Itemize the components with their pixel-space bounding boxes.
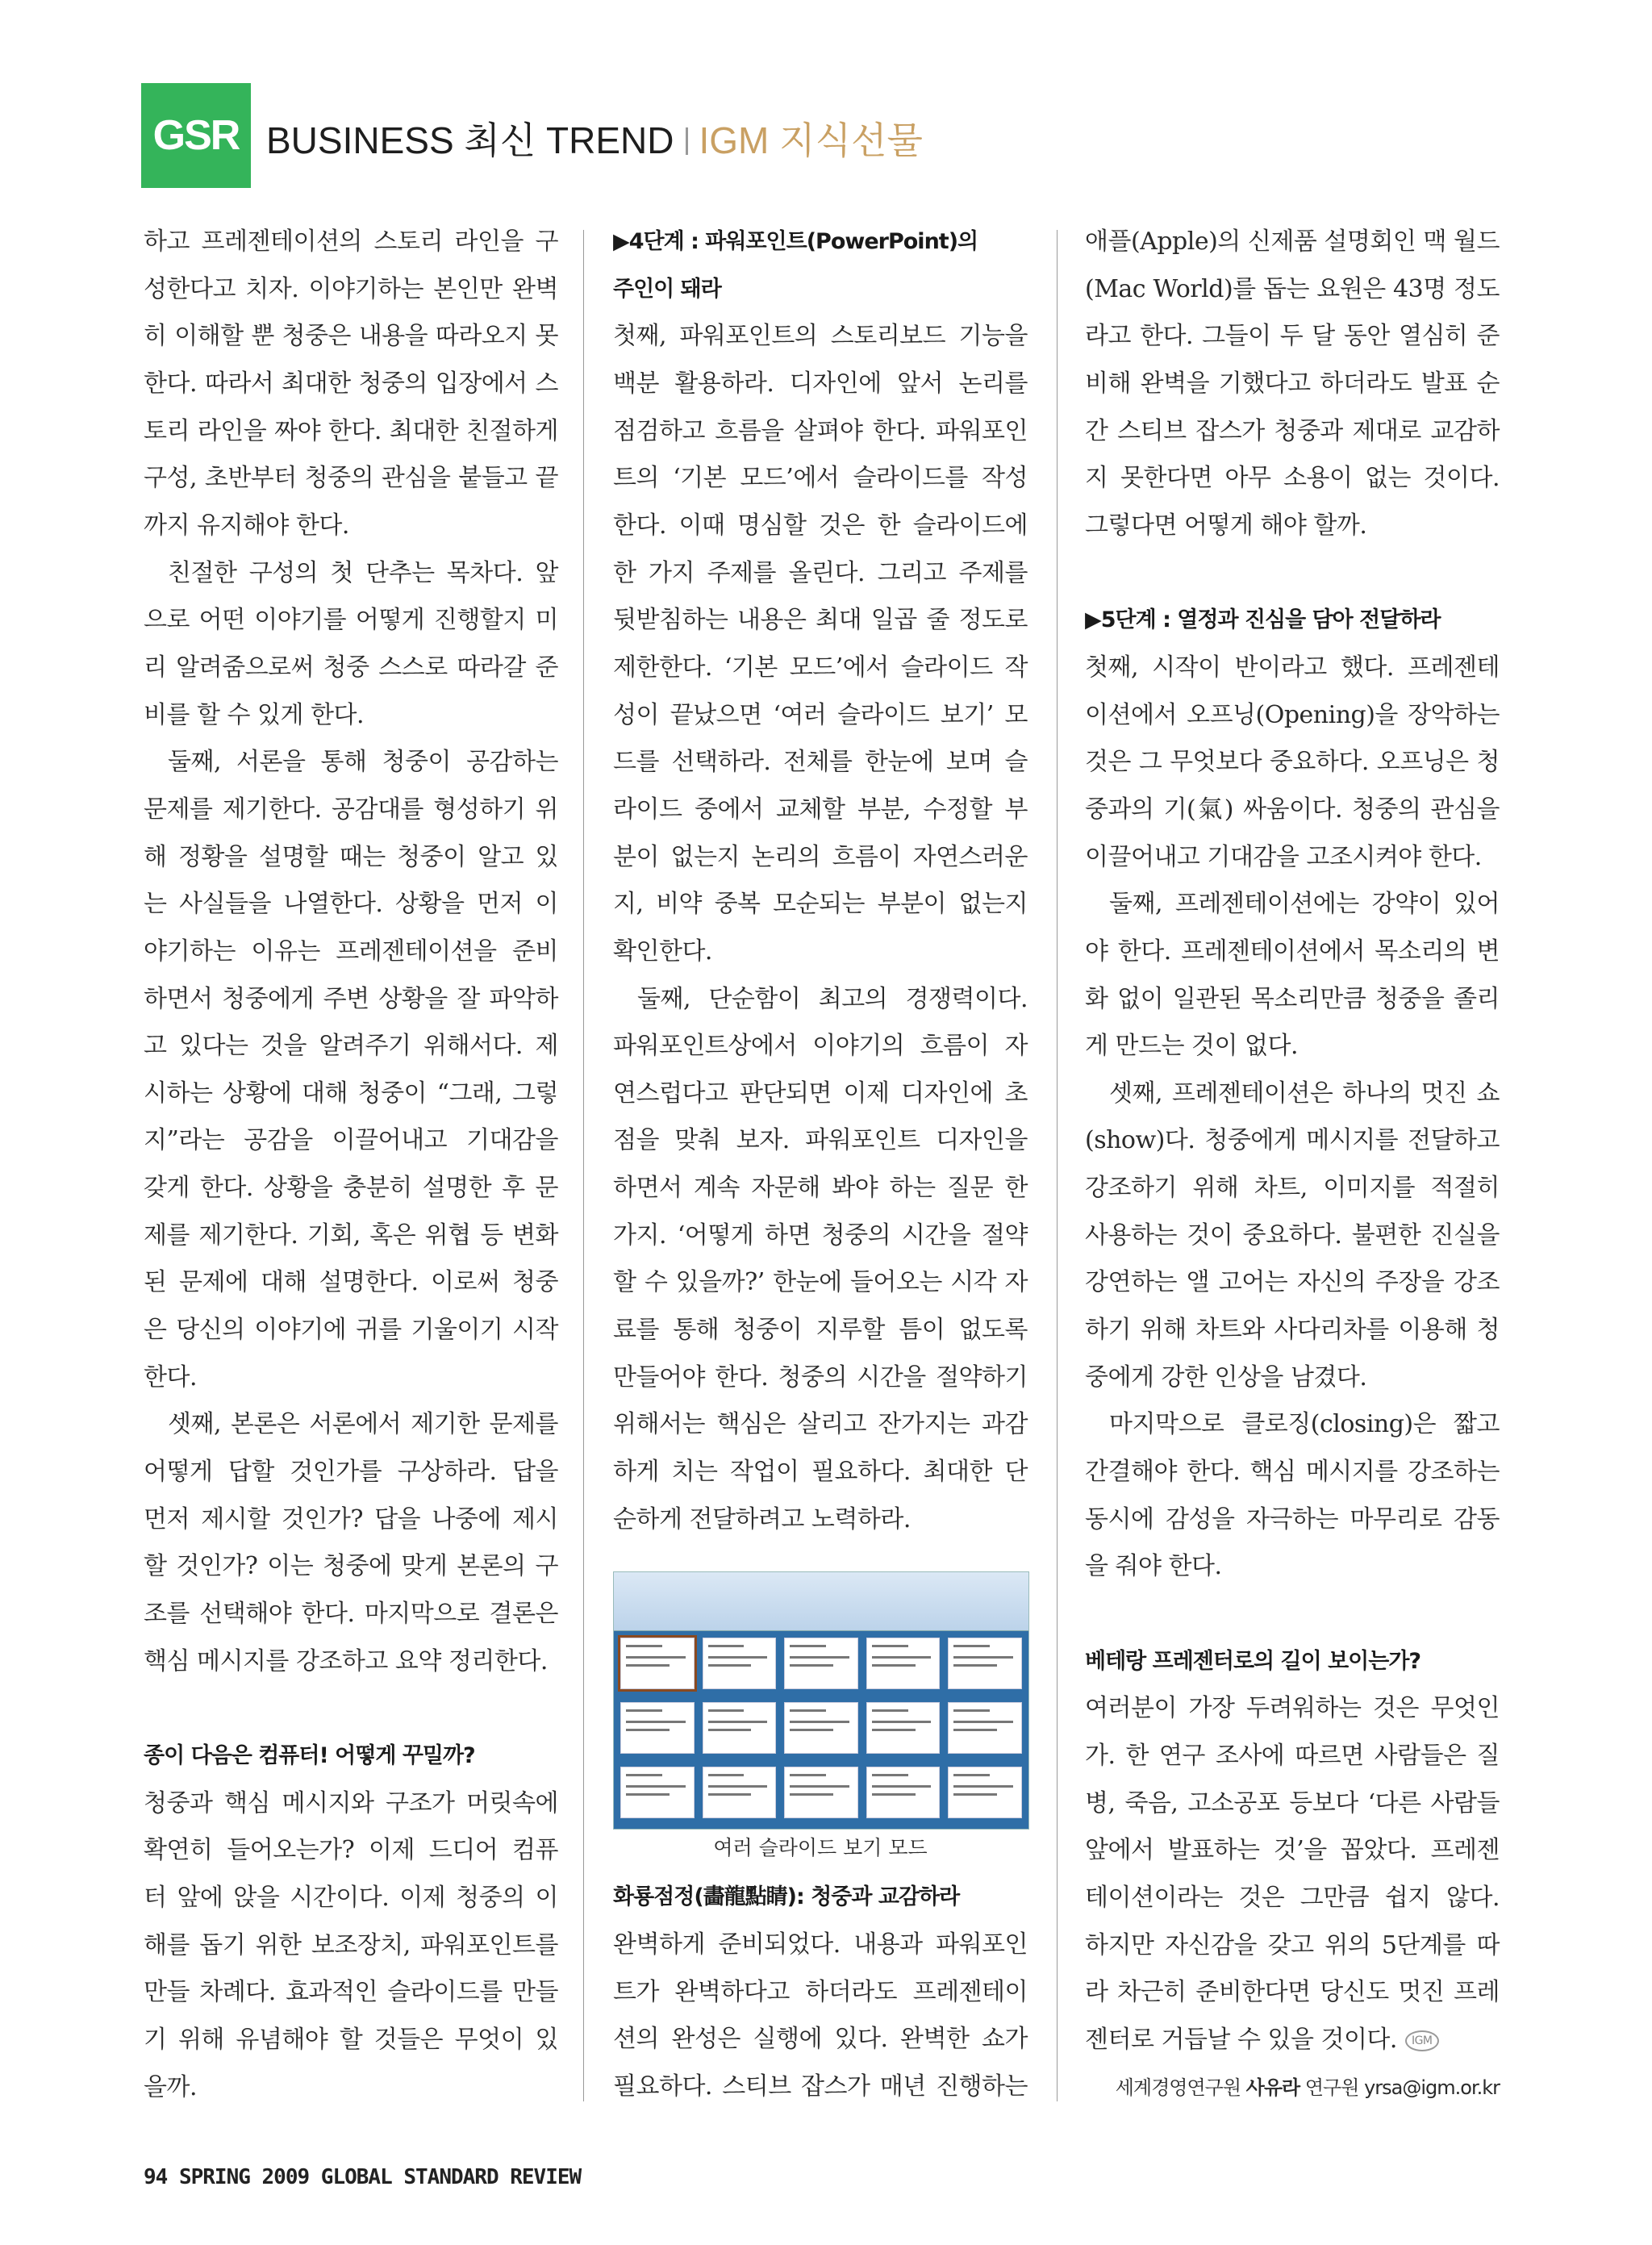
text-line: 된 문제에 대해 설명한다. 이로써 청중 bbox=[144, 1268, 558, 1297]
text-line: 라고 한다. 그들이 두 달 동안 열심히 준 bbox=[1085, 322, 1500, 351]
igm-logo-icon: IGM bbox=[1405, 2030, 1439, 2051]
text-line: 션의 완성은 실행에 있다. 완벽한 쇼가 bbox=[613, 2025, 1028, 2054]
slide-thumbnail bbox=[866, 1638, 941, 1689]
text-line: 확연히 들어오는가? 이제 드디어 컴퓨 bbox=[144, 1836, 558, 1865]
text-line: 게 만드는 것이 없다. bbox=[1085, 1032, 1298, 1061]
text-line: 트의 ‘기본 모드’에서 슬라이드를 작성 bbox=[613, 464, 1028, 493]
text-line: 하기 위해 차트와 사다리차를 이용해 청 bbox=[1085, 1316, 1500, 1345]
ppt-ribbon bbox=[614, 1572, 1028, 1631]
text-line: 이션에서 오프닝(Opening)을 장악하는 bbox=[1085, 700, 1500, 729]
text-line: 까지 유지해야 한다. bbox=[144, 511, 349, 540]
text-line: 을 줘야 한다. bbox=[1085, 1552, 1222, 1581]
text-line: 가. 한 연구 조사에 따르면 사람들은 질 bbox=[1085, 1742, 1500, 1770]
text-line: 셋째, 프레젠테이션은 하나의 멋진 쇼 bbox=[1109, 1079, 1500, 1108]
text-line: 기 위해 유념해야 할 것들은 무엇이 있 bbox=[144, 2025, 558, 2054]
text-line: 드를 선택하라. 전체를 한눈에 보며 슬 bbox=[613, 748, 1028, 777]
text-line: 하면서 청중에게 주변 상황을 잘 파악하 bbox=[144, 984, 558, 1013]
text-line: 지 못한다면 아무 소용이 없는 것이다. bbox=[1085, 464, 1500, 493]
text-line: 지”라는 공감을 이끌어내고 기대감을 bbox=[144, 1126, 558, 1155]
text-line: 중에게 강한 인상을 남겼다. bbox=[1085, 1362, 1367, 1392]
text-line bbox=[1085, 2017, 1500, 2064]
author-byline bbox=[1085, 2064, 1500, 2112]
slide-thumbnail bbox=[620, 1638, 695, 1689]
text-line: 제를 제기한다. 기회, 혹은 위협 등 변화 bbox=[144, 1221, 558, 1250]
slide-thumbnail bbox=[620, 1767, 695, 1818]
text-line: 터 앞에 앉을 시간이다. 이제 청중의 이 bbox=[144, 1883, 558, 1912]
text-line: 청중과 핵심 메시지와 구조가 머릿속에 bbox=[144, 1788, 558, 1817]
text-line: 중과의 기(氣) 싸움이다. 청중의 관심을 bbox=[1085, 795, 1500, 824]
text-line: 한 가지 주제를 올린다. 그리고 주제를 bbox=[613, 558, 1028, 587]
text-line: 만들 차례다. 효과적인 슬라이드를 만들 bbox=[144, 1978, 558, 2007]
text-line: 둘째, 프레젠테이션에는 강약이 있어 bbox=[1109, 890, 1500, 919]
article-column-2 bbox=[613, 219, 1028, 2111]
text-line: (Mac World)를 돕는 요원은 43명 정도 bbox=[1085, 274, 1500, 303]
section-subtitle: IGM 지식선물 bbox=[699, 119, 923, 161]
text-line: 야 한다. 프레젠테이션에서 목소리의 변 bbox=[1085, 937, 1500, 966]
text-line: 성이 끝났으면 ‘여러 슬라이드 보기’ 모 bbox=[613, 700, 1028, 729]
text-line: 점을 맞춰 보자. 파워포인트 디자인을 bbox=[613, 1126, 1028, 1155]
header-divider bbox=[686, 127, 688, 155]
text-line: 뒷받침하는 내용은 최대 일곱 줄 정도로 bbox=[613, 606, 1028, 635]
text-line: 료를 통해 청중이 지루할 틈이 없도록 bbox=[613, 1316, 1028, 1345]
text-line: 토리 라인을 짜야 한다. 최대한 친절하게 bbox=[144, 416, 558, 445]
text-line: 동시에 감성을 자극하는 마무리로 감동 bbox=[1085, 1504, 1500, 1534]
text-line: 분이 없는지 논리의 흐름이 자연스러운 bbox=[613, 842, 1028, 871]
text-line: 둘째, 서론을 통해 청중이 공감하는 bbox=[168, 748, 558, 777]
column-divider bbox=[1057, 230, 1058, 2101]
text-line: 것은 그 무엇보다 중요하다. 오프닝은 청 bbox=[1085, 748, 1500, 777]
text-line: 히 이해할 뿐 청중은 내용을 따라오지 못 bbox=[144, 322, 558, 351]
text-line: 둘째, 단순함이 최고의 경쟁력이다. bbox=[637, 984, 1028, 1013]
text-line: 병, 죽음, 고소공포 등보다 ‘다른 사람들 bbox=[1085, 1788, 1500, 1817]
text-line: 애플(Apple)의 신제품 설명회인 맥 월드 bbox=[1085, 227, 1500, 256]
text-line: 하면서 계속 자문해 봐야 하는 질문 한 bbox=[613, 1174, 1028, 1203]
text-line: 문제를 제기한다. 공감대를 형성하기 위 bbox=[144, 795, 558, 824]
text-line: 만들어야 한다. 청중의 시간을 절약하기 bbox=[613, 1362, 1028, 1392]
section-heading: 종이 다음은 컴퓨터! 어떻게 꾸밀까? bbox=[144, 1743, 475, 1768]
text-line: 사용하는 것이 중요하다. 불편한 진실을 bbox=[1085, 1221, 1500, 1250]
column-divider bbox=[583, 230, 584, 2101]
text-line: 하게 치는 작업이 필요하다. 최대한 단 bbox=[613, 1458, 1028, 1487]
text-line: 연스럽다고 판단되면 이제 디자인에 초 bbox=[613, 1079, 1028, 1108]
text-line: 테이션이라는 것은 그만큼 쉽지 않다. bbox=[1085, 1883, 1500, 1912]
text-line: 먼저 제시할 것인가? 답을 나중에 제시 bbox=[144, 1504, 558, 1534]
text-line: 마지막으로 클로징(closing)은 짧고 bbox=[1109, 1410, 1500, 1439]
text-line: 트가 완벽하다고 하더라도 프레젠테이 bbox=[613, 1977, 1028, 2006]
text-line: 간결해야 한다. 핵심 메시지를 강조하는 bbox=[1085, 1458, 1500, 1487]
figure-caption: 여러 슬라이드 보기 모드 bbox=[713, 1836, 928, 1860]
text-line: 화 없이 일관된 목소리만큼 청중을 졸리 bbox=[1085, 984, 1500, 1013]
text-line: 시하는 상황에 대해 청중이 “그래, 그렇 bbox=[144, 1079, 558, 1108]
text-line: 하고 프레젠테이션의 스토리 라인을 구 bbox=[144, 227, 558, 256]
slide-thumbnail bbox=[703, 1767, 777, 1818]
text-line bbox=[1085, 550, 1500, 598]
text-line: 고 있다는 것을 알려주기 위해서다. 제 bbox=[144, 1032, 558, 1061]
article-column-1 bbox=[144, 219, 558, 2111]
section-header bbox=[266, 111, 923, 165]
text-line: 조를 선택해야 한다. 마지막으로 결론은 bbox=[144, 1600, 558, 1629]
text-line: 위해서는 핵심은 살리고 잔가지는 과감 bbox=[613, 1410, 1028, 1439]
text-line: 점검하고 흐름을 살펴야 한다. 파워포인 bbox=[613, 416, 1028, 445]
text-line: 갖게 한다. 상황을 충분히 설명한 후 문 bbox=[144, 1174, 558, 1203]
powerpoint-screenshot-figure bbox=[613, 1543, 1028, 1874]
page-footer: 94 SPRING 2009 GLOBAL STANDARD REVIEW bbox=[144, 2165, 582, 2189]
text-line: 여러분이 가장 두려워하는 것은 무엇인 bbox=[1085, 1694, 1500, 1723]
text-line: 완벽하게 준비되었다. 내용과 파워포인 bbox=[613, 1930, 1028, 1959]
section-heading: ▶4단계 : 파워포인트(PowerPoint)의 bbox=[613, 229, 978, 254]
section-heading: 주인이 돼라 bbox=[613, 276, 721, 302]
article-column-3 bbox=[1085, 219, 1500, 2111]
text-line: 강연하는 앨 고어는 자신의 주장을 강조 bbox=[1085, 1268, 1500, 1297]
author-org: 세계경영연구원 bbox=[1115, 2076, 1241, 2099]
slide-thumbnail bbox=[784, 1767, 858, 1818]
text-line: 구성, 초반부터 청중의 관심을 붙들고 끝 bbox=[144, 464, 558, 493]
slide-thumbnail bbox=[703, 1702, 777, 1754]
text-line: 야기하는 이유는 프레젠테이션을 준비 bbox=[144, 937, 558, 966]
text-line: 순하게 전달하려고 노력하라. bbox=[613, 1504, 911, 1534]
text-line: 지, 비약 중복 모순되는 부분이 없는지 bbox=[613, 890, 1028, 919]
slide-thumbnail bbox=[620, 1702, 695, 1754]
text-line: 라 차근히 준비한다면 당신도 멋진 프레 bbox=[1085, 1978, 1500, 2007]
slide-thumbnail bbox=[866, 1702, 941, 1754]
text-line: 첫째, 파워포인트의 스토리보드 기능을 bbox=[613, 322, 1028, 351]
text-line: 한다. 이때 명심할 것은 한 슬라이드에 bbox=[613, 511, 1028, 540]
slide-thumbnail bbox=[948, 1638, 1022, 1689]
text-line: 할 것인가? 이는 청중에 맞게 본론의 구 bbox=[144, 1552, 558, 1581]
text-line: 핵심 메시지를 강조하고 요약 정리한다. bbox=[144, 1646, 548, 1675]
text-line: 한다. 따라서 최대한 청중의 입장에서 스 bbox=[144, 369, 558, 398]
text-line: 셋째, 본론은 서론에서 제기한 문제를 bbox=[168, 1410, 558, 1439]
section-heading: 베테랑 프레젠터로의 길이 보이는가? bbox=[1085, 1648, 1421, 1674]
section-heading: ▶5단계 : 열정과 진심을 담아 전달하라 bbox=[1085, 607, 1441, 633]
text-line: 한다. bbox=[144, 1362, 197, 1392]
text-line: 가지. ‘어떻게 하면 청중의 시간을 절약 bbox=[613, 1221, 1028, 1250]
text-line: 는 사실들을 나열한다. 상황을 먼저 이 bbox=[144, 890, 558, 919]
slide-thumbnail bbox=[703, 1638, 777, 1689]
text-line: 리 알려줌으로써 청중 스스로 따라갈 준 bbox=[144, 653, 558, 682]
text-line: 할 수 있을까?’ 한눈에 들어오는 시각 자 bbox=[613, 1268, 1028, 1297]
section-heading: 화룡점정(畵龍點睛): 청중과 교감하라 bbox=[613, 1884, 960, 1910]
text-line: 강조하기 위해 차트, 이미지를 적절히 bbox=[1085, 1174, 1500, 1203]
text-line: 어떻게 답할 것인가를 구상하라. 답을 bbox=[144, 1458, 558, 1487]
text-line: 그렇다면 어떻게 해야 할까. bbox=[1085, 511, 1367, 540]
section-title: BUSINESS 최신 TREND bbox=[266, 119, 674, 161]
text-line: 첫째, 시작이 반이라고 했다. 프레젠테 bbox=[1085, 653, 1500, 682]
text-line bbox=[1085, 1591, 1500, 1638]
slide-thumbnail bbox=[784, 1638, 858, 1689]
text-line: 비를 할 수 있게 한다. bbox=[144, 700, 365, 729]
slide-thumbnail bbox=[866, 1767, 941, 1818]
author-email: yrsa@igm.or.kr bbox=[1364, 2076, 1500, 2099]
slide-thumbnail bbox=[784, 1702, 858, 1754]
text-line: 은 당신의 이야기에 귀를 기울이기 시작 bbox=[144, 1316, 558, 1345]
text-line: 앞에서 발표하는 것’을 꼽았다. 프레젠 bbox=[1085, 1836, 1500, 1865]
text-line: 으로 어떤 이야기를 어떻게 진행할지 미 bbox=[144, 606, 558, 635]
text-line bbox=[144, 1685, 558, 1733]
text-line: 이끌어내고 기대감을 고조시켜야 한다. bbox=[1085, 842, 1482, 871]
slide-thumbnail bbox=[948, 1702, 1022, 1754]
text-line: 간 스티브 잡스가 청중과 제대로 교감하 bbox=[1085, 416, 1500, 445]
line-text: 젠터로 거듭날 수 있을 것이다. bbox=[1085, 2025, 1397, 2054]
slide-thumbnail bbox=[948, 1767, 1022, 1818]
text-line: 확인한다. bbox=[613, 937, 712, 966]
text-line: 비해 완벽을 기했다고 하더라도 발표 순 bbox=[1085, 369, 1500, 398]
text-line: 하지만 자신감을 갖고 위의 5단계를 따 bbox=[1085, 1930, 1500, 1959]
text-line: 을까. bbox=[144, 2072, 197, 2101]
text-line: 파워포인트상에서 이야기의 흐름이 자 bbox=[613, 1032, 1028, 1061]
text-line: 라이드 중에서 교체할 부분, 수정할 부 bbox=[613, 795, 1028, 824]
text-line: 백분 활용하라. 디자인에 앞서 논리를 bbox=[613, 369, 1028, 398]
text-line: 성한다고 치자. 이야기하는 본인만 완벽 bbox=[144, 274, 558, 303]
text-line: 친절한 구성의 첫 단추는 목차다. 앞 bbox=[168, 558, 558, 587]
text-line: 해 정황을 설명할 때는 청중이 알고 있 bbox=[144, 842, 558, 871]
text-line: 해를 돕기 위한 보조장치, 파워포인트를 bbox=[144, 1930, 558, 1959]
author-role: 연구원 bbox=[1304, 2076, 1359, 2099]
text-line: 제한한다. ‘기본 모드’에서 슬라이드 작 bbox=[613, 653, 1028, 682]
author-name: 사유라 bbox=[1245, 2076, 1300, 2099]
text-line: 필요하다. 스티브 잡스가 매년 진행하는 bbox=[613, 2072, 1028, 2101]
text-line: (show)다. 청중에게 메시지를 전달하고 bbox=[1085, 1126, 1500, 1155]
slide-sorter-screenshot bbox=[613, 1571, 1029, 1830]
gsr-logo: GSR bbox=[141, 83, 251, 188]
